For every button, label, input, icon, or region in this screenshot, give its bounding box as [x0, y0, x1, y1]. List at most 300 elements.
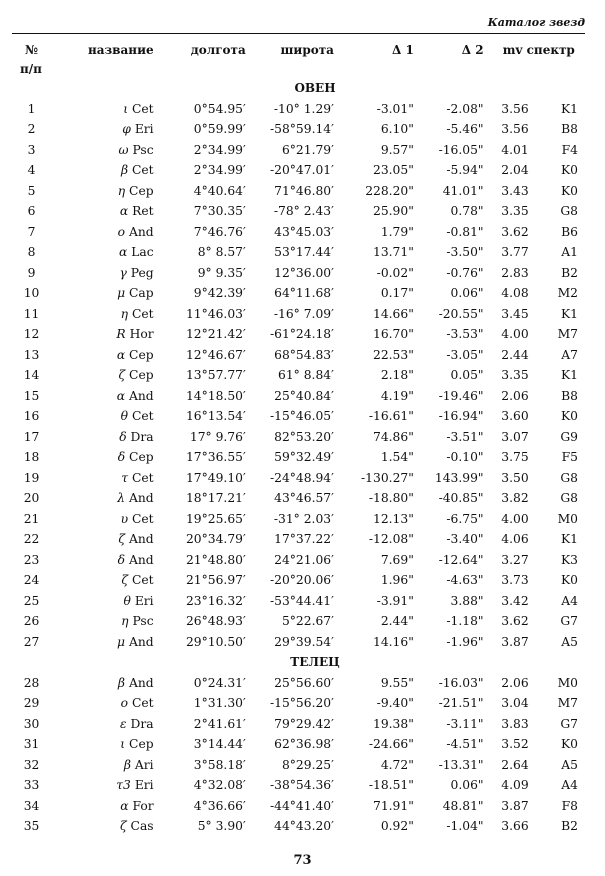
- cell-latitude: -44°41.40′: [269, 798, 334, 813]
- cell-spectrum: B6: [561, 224, 578, 239]
- table-row: [10, 488, 580, 509]
- cell-number: 22: [23, 532, 40, 546]
- star-designation: δ: [117, 552, 126, 567]
- cell-magnitude: 3.82: [501, 491, 529, 505]
- table-row: [10, 796, 580, 817]
- star-designation: ζ: [118, 368, 126, 382]
- table-row: [10, 775, 580, 796]
- cell-magnitude: 3.62: [501, 614, 529, 628]
- constellation-abbrev: Cet: [131, 511, 154, 526]
- cell-number: 35: [23, 819, 40, 833]
- cell-delta2: -5.94": [446, 163, 484, 177]
- cell-latitude: -16° 7.09′: [273, 306, 334, 321]
- cell-longitude: 2°34.99′: [193, 142, 246, 157]
- cell-longitude: 17°49.10′: [185, 470, 246, 485]
- cell-spectrum: M2: [557, 286, 578, 300]
- cell-delta1: 1.54": [380, 450, 414, 464]
- cell-star-name: [53, 611, 158, 632]
- constellation-abbrev: Lac: [131, 245, 154, 259]
- cell-delta1: 6.10": [380, 122, 414, 136]
- section-title: ОВЕН: [294, 81, 336, 95]
- constellation-abbrev: For: [132, 798, 154, 813]
- table-row: [10, 591, 580, 612]
- star-designation: α: [116, 347, 126, 362]
- cell-star-name: [53, 693, 158, 714]
- cell-longitude: 3°58.18′: [193, 757, 246, 772]
- constellation-abbrev: Psc: [132, 142, 154, 157]
- star-designation: τ3: [116, 778, 131, 792]
- cell-delta1: 71.91": [373, 798, 414, 813]
- section-heading-row: [10, 78, 580, 99]
- page-number: 73: [293, 853, 312, 868]
- table-row: [10, 283, 580, 304]
- table-row: [10, 406, 580, 427]
- cell-star-name: [53, 406, 158, 427]
- cell-delta1: 1.96": [380, 573, 414, 587]
- cell-number: 6: [27, 204, 36, 218]
- cell-delta2: 48.81": [442, 798, 484, 813]
- cell-delta2: -3.05": [446, 347, 484, 362]
- cell-delta2: -20.55": [438, 306, 484, 321]
- cell-star-name: [53, 427, 158, 448]
- cell-spectrum: K0: [560, 737, 578, 751]
- cell-latitude: 59°32.49′: [274, 450, 334, 464]
- cell-longitude: 17°36.55′: [185, 450, 246, 464]
- table-row: [10, 447, 580, 468]
- cell-delta1: 2.44": [380, 614, 414, 628]
- cell-latitude: -38°54.36′: [269, 778, 334, 792]
- cell-delta2: -0.10": [446, 450, 484, 464]
- cell-magnitude: 3.50: [501, 470, 529, 485]
- cell-magnitude: 3.42: [501, 593, 529, 608]
- table-row: [10, 181, 580, 202]
- cell-longitude: 0°24.31′: [193, 675, 246, 690]
- cell-delta1: 2.18": [380, 368, 414, 382]
- star-designation: φ: [122, 122, 131, 136]
- table-row: [10, 693, 580, 714]
- cell-latitude: -15°46.05′: [269, 409, 334, 423]
- cell-delta1: 1.79": [380, 224, 414, 239]
- cell-latitude: 64°11.68′: [274, 286, 334, 300]
- cell-number: 24: [23, 573, 40, 587]
- cell-spectrum: B8: [561, 122, 578, 136]
- cell-star-name: [53, 386, 158, 407]
- cell-number: 29: [23, 696, 40, 710]
- star-designation: β: [117, 675, 126, 690]
- constellation-abbrev: Cet: [131, 306, 154, 321]
- cell-latitude: -10° 1.29′: [273, 101, 334, 116]
- cell-number: 14: [23, 368, 40, 382]
- cell-spectrum: M0: [557, 675, 578, 690]
- constellation-abbrev: Cep: [129, 368, 154, 382]
- cell-magnitude: 2.06: [501, 388, 529, 403]
- table-row: [10, 345, 580, 366]
- cell-star-name: [53, 447, 158, 468]
- cell-delta2: -6.75": [446, 511, 484, 526]
- cell-longitude: 13°57.77′: [185, 368, 246, 382]
- cell-magnitude: 3.83: [501, 716, 529, 731]
- cell-delta1: 25.90": [373, 204, 414, 218]
- cell-spectrum: K0: [560, 163, 578, 177]
- cell-magnitude: 3.56: [501, 101, 529, 116]
- star-designation: ε: [120, 716, 127, 731]
- cell-star-name: [53, 570, 158, 591]
- cell-latitude: 62°36.98′: [274, 737, 334, 751]
- cell-star-name: [53, 529, 158, 550]
- cell-magnitude: 3.04: [501, 696, 529, 710]
- col-header-latitude: широта: [280, 43, 334, 57]
- cell-latitude: 79°29.42′: [274, 716, 334, 731]
- cell-delta1: 0.17": [380, 286, 414, 300]
- constellation-abbrev: Ret: [132, 204, 154, 218]
- cell-longitude: 23°16.32′: [185, 593, 246, 608]
- cell-number: 30: [23, 716, 40, 731]
- cell-delta1: 7.69": [380, 552, 414, 567]
- cell-spectrum: K1: [560, 532, 578, 546]
- cell-latitude: 43°46.57′: [274, 491, 334, 505]
- star-designation: α: [116, 388, 126, 403]
- cell-longitude: 14°18.50′: [185, 388, 246, 403]
- cell-star-name: [53, 714, 158, 735]
- star-designation: ο: [117, 224, 126, 239]
- cell-delta2: -4.63": [446, 573, 484, 587]
- cell-latitude: 8°29.25′: [281, 757, 334, 772]
- table-row: [10, 755, 580, 776]
- cell-spectrum: M0: [557, 511, 578, 526]
- catalog-body: [10, 78, 580, 837]
- cell-number: 20: [23, 491, 40, 505]
- table-row: [10, 673, 580, 694]
- cell-latitude: -20°47.01′: [269, 163, 334, 177]
- constellation-abbrev: Cet: [131, 101, 154, 116]
- cell-longitude: 12°21.42′: [185, 327, 246, 341]
- cell-spectrum: B8: [561, 388, 578, 403]
- cell-number: 12: [23, 327, 40, 341]
- star-designation: ι: [123, 101, 129, 116]
- cell-spectrum: F8: [561, 798, 578, 813]
- star-designation: ο: [120, 696, 129, 710]
- cell-magnitude: 3.75: [501, 450, 529, 464]
- cell-latitude: 25°40.84′: [274, 388, 334, 403]
- header-rule: [12, 33, 585, 34]
- table-row: [10, 386, 580, 407]
- cell-latitude: 25°56.60′: [274, 675, 334, 690]
- cell-latitude: 68°54.83′: [274, 347, 334, 362]
- constellation-abbrev: Peg: [130, 265, 154, 280]
- cell-magnitude: 4.06: [501, 532, 529, 546]
- cell-longitude: 8° 8.57′: [197, 245, 246, 259]
- cell-spectrum: A1: [561, 245, 578, 259]
- cell-longitude: 0°59.99′: [193, 122, 246, 136]
- constellation-abbrev: Eri: [134, 778, 154, 792]
- col-header-number-sub: п/п: [20, 62, 42, 76]
- cell-magnitude: 3.45: [501, 306, 529, 321]
- constellation-abbrev: And: [128, 675, 154, 690]
- cell-number: 11: [23, 306, 40, 321]
- cell-number: 23: [23, 552, 40, 567]
- cell-spectrum: K1: [560, 368, 578, 382]
- cell-spectrum: F5: [561, 450, 578, 464]
- cell-number: 18: [23, 450, 40, 464]
- cell-latitude: 17°37.22′: [274, 532, 334, 546]
- section-heading-row: [10, 652, 580, 673]
- cell-latitude: -31° 2.03′: [273, 511, 334, 526]
- cell-delta2: -0.76": [446, 265, 484, 280]
- cell-delta1: 14.66": [373, 306, 414, 321]
- cell-latitude: 24°21.06′: [274, 552, 334, 567]
- cell-delta1: -0.02": [376, 265, 414, 280]
- table-row: [10, 427, 580, 448]
- cell-latitude: -53°44.41′: [269, 593, 334, 608]
- cell-star-name: [53, 550, 158, 571]
- cell-magnitude: 4.00: [501, 511, 529, 526]
- table-row: [10, 570, 580, 591]
- constellation-abbrev: Cet: [131, 573, 154, 587]
- cell-longitude: 17° 9.76′: [189, 429, 246, 444]
- cell-number: 33: [23, 778, 40, 792]
- constellation-abbrev: And: [128, 388, 154, 403]
- cell-delta2: -40.85": [438, 491, 484, 505]
- cell-spectrum: K0: [560, 573, 578, 587]
- cell-delta1: 12.13": [373, 511, 414, 526]
- constellation-abbrev: Psc: [132, 614, 154, 628]
- star-designation: ω: [118, 142, 129, 157]
- cell-spectrum: A7: [561, 347, 578, 362]
- constellation-abbrev: Cep: [129, 737, 154, 751]
- cell-latitude: 61° 8.84′: [278, 368, 334, 382]
- constellation-abbrev: Eri: [134, 593, 154, 608]
- table-row: [10, 714, 580, 735]
- table-row: [10, 529, 580, 550]
- constellation-abbrev: Cep: [129, 347, 154, 362]
- star-designation: η: [120, 306, 129, 321]
- star-designation: ζ: [118, 532, 126, 546]
- cell-delta2: -0.81": [446, 224, 484, 239]
- star-catalog-table: [10, 38, 580, 837]
- cell-latitude: -78° 2.43′: [273, 204, 334, 218]
- star-designation: α: [118, 245, 128, 259]
- cell-star-name: [53, 324, 158, 345]
- cell-delta1: 22.53": [373, 347, 414, 362]
- cell-longitude: 4°40.64′: [193, 183, 246, 198]
- cell-delta1: 228.20": [365, 183, 414, 198]
- cell-spectrum: K1: [560, 101, 578, 116]
- cell-number: 27: [23, 634, 40, 649]
- cell-longitude: 7°30.35′: [193, 204, 246, 218]
- star-designation: τ: [121, 470, 129, 485]
- cell-number: 4: [27, 163, 36, 177]
- cell-star-name: [53, 488, 158, 509]
- table-row: [10, 509, 580, 530]
- col-header-delta1: Δ 1: [392, 43, 414, 57]
- cell-longitude: 5° 3.90′: [197, 819, 246, 833]
- star-designation: R: [116, 327, 126, 341]
- constellation-abbrev: Cap: [128, 286, 154, 300]
- star-designation: ι: [120, 737, 126, 751]
- table-row: [10, 263, 580, 284]
- star-designation: μ: [117, 286, 126, 300]
- cell-spectrum: G8: [560, 470, 578, 485]
- cell-star-name: [53, 468, 158, 489]
- cell-spectrum: A5: [561, 634, 578, 649]
- cell-delta2: -16.94": [438, 409, 484, 423]
- cell-number: 17: [23, 429, 40, 444]
- cell-number: 5: [27, 183, 36, 198]
- cell-magnitude: 3.27: [501, 552, 529, 567]
- star-designation: μ: [117, 634, 126, 649]
- constellation-abbrev: And: [128, 491, 154, 505]
- cell-spectrum: K0: [560, 183, 578, 198]
- constellation-abbrev: Hor: [129, 327, 154, 341]
- cell-longitude: 1°31.30′: [193, 696, 246, 710]
- cell-delta2: -16.05": [438, 142, 484, 157]
- cell-spectrum: A4: [561, 778, 578, 792]
- cell-delta1: -9.40": [376, 696, 414, 710]
- cell-spectrum: G8: [560, 204, 578, 218]
- cell-star-name: [53, 222, 158, 243]
- cell-delta2: -13.31": [438, 757, 484, 772]
- cell-delta2: -16.03": [438, 675, 484, 690]
- cell-spectrum: A5: [561, 757, 578, 772]
- cell-delta2: 0.78": [450, 204, 484, 218]
- cell-star-name: [53, 201, 158, 222]
- cell-delta1: -18.80": [368, 491, 414, 505]
- cell-star-name: [53, 160, 158, 181]
- cell-number: 28: [23, 675, 40, 690]
- cell-star-name: [53, 365, 158, 386]
- constellation-abbrev: Cep: [129, 183, 154, 198]
- cell-delta2: -19.46": [438, 388, 484, 403]
- cell-number: 2: [27, 122, 36, 136]
- constellation-abbrev: And: [128, 532, 154, 546]
- col-header-number: №: [25, 43, 39, 57]
- cell-delta2: -3.11": [446, 716, 484, 731]
- cell-spectrum: K1: [560, 306, 578, 321]
- cell-latitude: -24°48.94′: [269, 470, 334, 485]
- cell-delta2: -3.51": [446, 429, 484, 444]
- cell-number: 1: [27, 101, 36, 116]
- cell-longitude: 16°13.54′: [185, 409, 246, 423]
- cell-latitude: 71°46.80′: [274, 183, 334, 198]
- cell-number: 10: [23, 286, 40, 300]
- cell-magnitude: 2.83: [501, 265, 529, 280]
- cell-number: 7: [27, 224, 36, 239]
- cell-spectrum: G9: [560, 429, 578, 444]
- table-row: [10, 468, 580, 489]
- cell-delta1: -24.66": [368, 737, 414, 751]
- cell-number: 31: [23, 737, 40, 751]
- cell-star-name: [53, 734, 158, 755]
- cell-spectrum: B2: [561, 819, 578, 833]
- cell-delta1: 23.05": [373, 163, 414, 177]
- star-designation: γ: [119, 265, 127, 280]
- cell-longitude: 18°17.21′: [185, 491, 246, 505]
- cell-magnitude: 3.43: [501, 183, 529, 198]
- cell-number: 3: [27, 142, 36, 157]
- cell-longitude: 21°56.97′: [185, 573, 246, 587]
- constellation-abbrev: Cet: [131, 409, 154, 423]
- constellation-abbrev: Cet: [131, 163, 154, 177]
- cell-number: 25: [23, 593, 40, 608]
- cell-magnitude: 3.56: [501, 122, 529, 136]
- section-title: ТЕЛЕЦ: [290, 655, 340, 669]
- cell-latitude: 6°21.79′: [281, 142, 334, 157]
- cell-longitude: 4°36.66′: [193, 798, 246, 813]
- cell-number: 8: [27, 245, 36, 259]
- cell-delta1: -3.91": [376, 593, 414, 608]
- table-header-row-2: [10, 60, 580, 78]
- cell-spectrum: B2: [561, 265, 578, 280]
- cell-magnitude: 3.73: [501, 573, 529, 587]
- constellation-abbrev: Dra: [130, 716, 154, 731]
- cell-delta1: 4.72": [380, 757, 414, 772]
- constellation-abbrev: Cet: [131, 696, 154, 710]
- cell-star-name: [53, 99, 158, 120]
- cell-delta1: 19.38": [373, 716, 414, 731]
- cell-number: 32: [23, 757, 40, 772]
- cell-star-name: [53, 242, 158, 263]
- constellation-abbrev: And: [128, 552, 154, 567]
- star-designation: α: [120, 798, 129, 813]
- constellation-abbrev: Cet: [131, 470, 154, 485]
- table-row: [10, 816, 580, 837]
- cell-longitude: 19°25.65′: [185, 511, 246, 526]
- table-row: [10, 160, 580, 181]
- cell-delta1: 74.86": [373, 429, 414, 444]
- constellation-abbrev: And: [128, 634, 154, 649]
- cell-magnitude: 3.35: [501, 368, 529, 382]
- cell-magnitude: 4.01: [501, 142, 529, 157]
- cell-number: 26: [23, 614, 40, 628]
- cell-delta1: 14.16": [373, 634, 414, 649]
- cell-delta1: -16.61": [368, 409, 414, 423]
- cell-star-name: [53, 304, 158, 325]
- cell-magnitude: 3.87: [501, 798, 529, 813]
- cell-longitude: 2°34.99′: [193, 163, 246, 177]
- cell-delta1: 9.57": [380, 142, 414, 157]
- table-row: [10, 201, 580, 222]
- table-row: [10, 140, 580, 161]
- cell-magnitude: 3.66: [501, 819, 529, 833]
- cell-delta1: -3.01": [376, 101, 414, 116]
- cell-spectrum: G7: [560, 716, 578, 731]
- cell-number: 34: [23, 798, 40, 813]
- cell-spectrum: M7: [557, 696, 578, 710]
- cell-magnitude: 3.35: [501, 204, 529, 218]
- cell-spectrum: K0: [560, 409, 578, 423]
- cell-latitude: 53°17.44′: [274, 245, 334, 259]
- star-designation: η: [121, 614, 129, 628]
- cell-magnitude: 2.64: [501, 757, 529, 772]
- star-designation: λ: [117, 491, 126, 505]
- table-row: [10, 119, 580, 140]
- cell-delta2: -1.18": [446, 614, 484, 628]
- cell-spectrum: A4: [561, 593, 578, 608]
- cell-latitude: -15°56.20′: [269, 696, 334, 710]
- cell-delta2: -3.50": [446, 245, 484, 259]
- star-designation: θ: [120, 409, 129, 423]
- cell-magnitude: 4.09: [501, 778, 529, 792]
- cell-star-name: [53, 755, 158, 776]
- cell-delta2: -5.46": [446, 122, 484, 136]
- col-header-name: название: [87, 43, 154, 57]
- cell-delta2: 3.88": [450, 593, 484, 608]
- constellation-abbrev: Ari: [134, 757, 154, 772]
- cell-number: 13: [23, 347, 40, 362]
- cell-longitude: 9°42.39′: [193, 286, 246, 300]
- cell-delta1: -18.51": [368, 778, 414, 792]
- table-row: [10, 632, 580, 653]
